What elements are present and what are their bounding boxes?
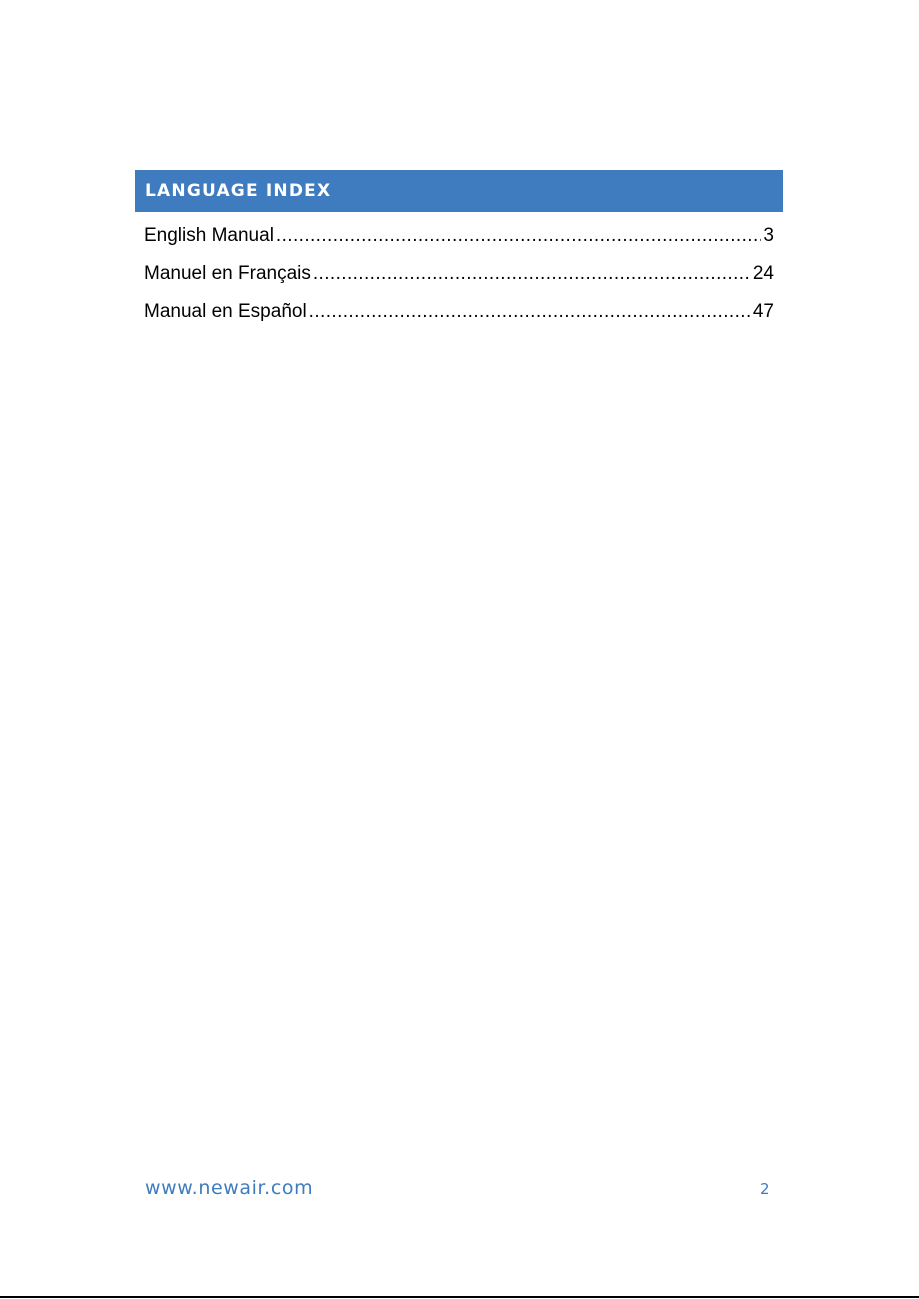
toc-dot-leader: [309, 301, 751, 323]
section-title: LANGUAGE INDEX: [145, 181, 332, 201]
footer-page-number: 2: [760, 1180, 770, 1198]
toc-entry-french[interactable]: [144, 263, 774, 301]
toc-entry-label: English Manual: [144, 225, 274, 246]
toc-dot-leader: [313, 263, 751, 285]
toc-entry-english[interactable]: [144, 225, 774, 263]
toc-entry-page: 24: [752, 263, 774, 284]
section-header-bar: [135, 170, 783, 212]
footer-website-link[interactable]: www.newair.com: [145, 1177, 314, 1199]
toc-entry-page: 47: [752, 301, 774, 322]
toc-entry-spanish[interactable]: [144, 301, 774, 339]
toc-entry-label: Manual en Español: [144, 301, 307, 322]
page-bottom-border: [0, 1296, 919, 1298]
toc-dot-leader: [276, 225, 762, 247]
table-of-contents: [144, 225, 774, 339]
toc-entry-page: 3: [763, 225, 774, 246]
toc-entry-label: Manuel en Français: [144, 263, 311, 284]
